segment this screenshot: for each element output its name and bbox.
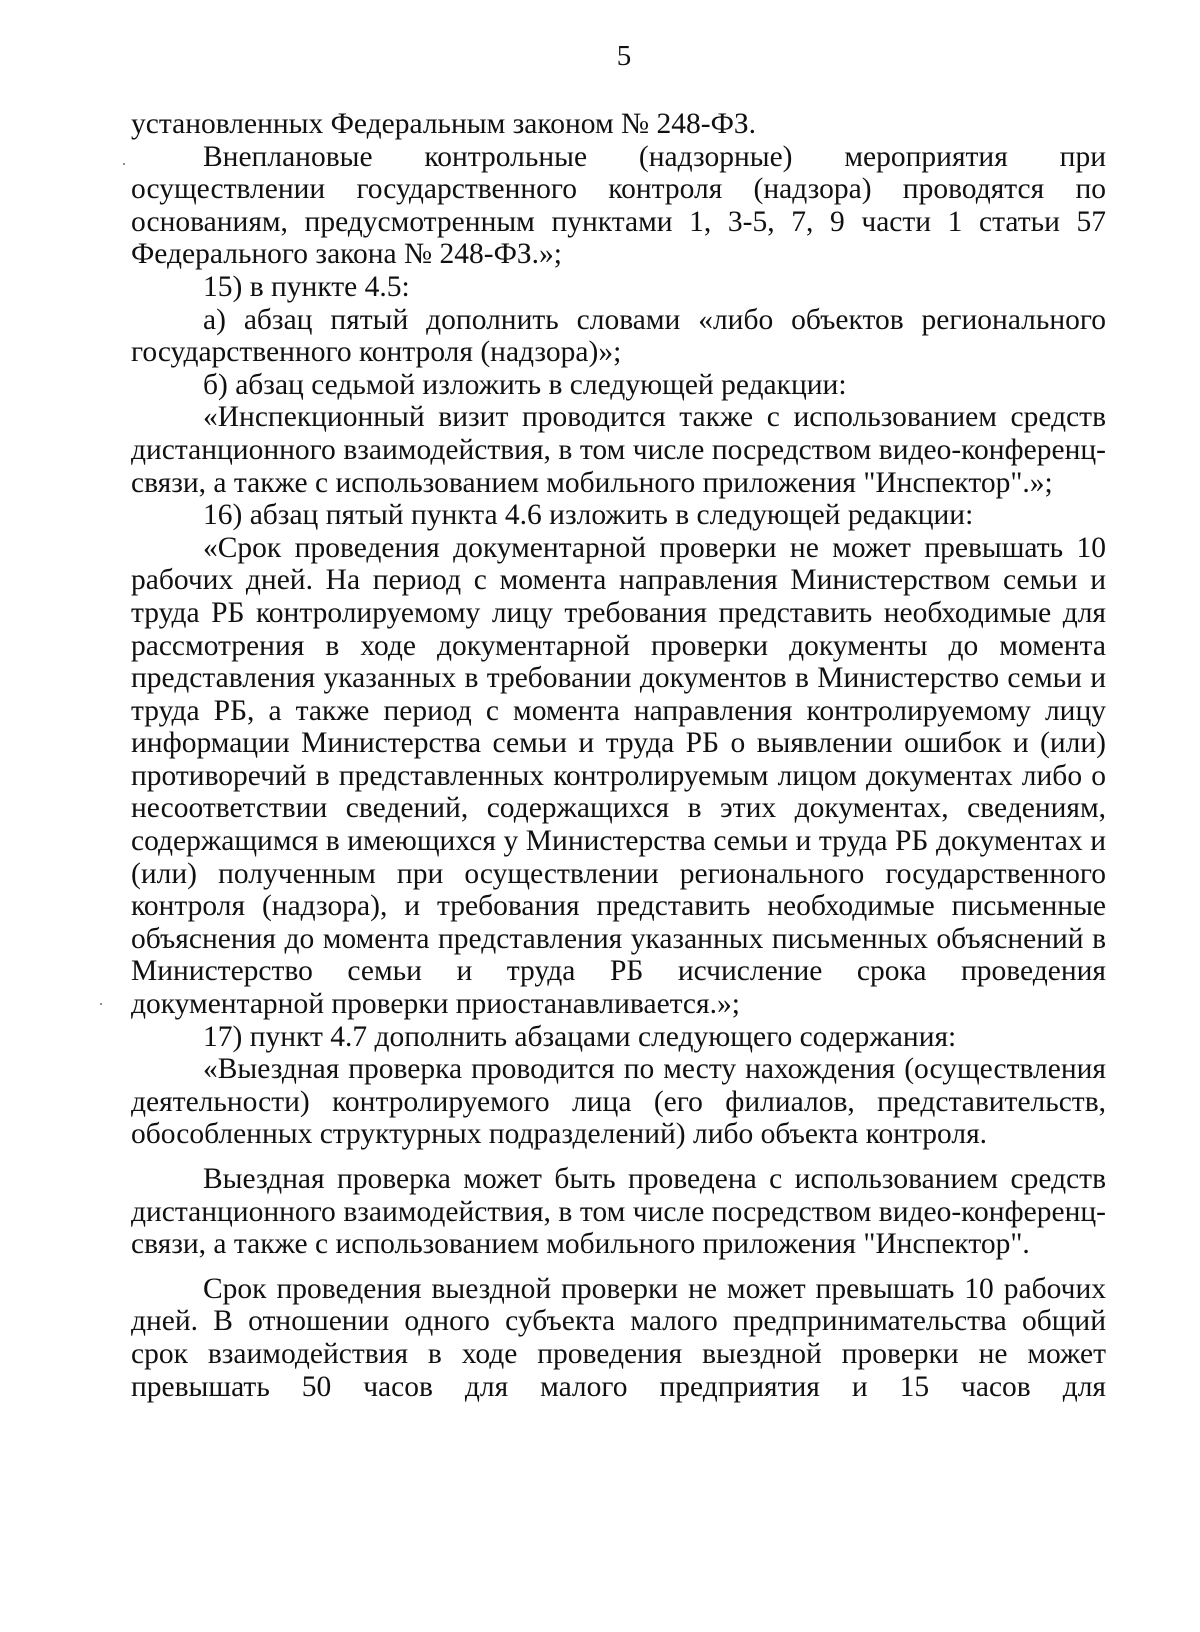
paragraph-field-check-location: «Выездная проверка проводится по месту нахождения (осуществления деятельности) контролируемого лица (его филиалов, представительств, обособленных структурных подразделений) либо объекта контроля. — [131, 1053, 1106, 1151]
page-number: 5 — [616, 40, 632, 72]
scan-speck — [100, 1003, 102, 1005]
document-body — [131, 108, 1106, 1403]
scan-speck — [123, 163, 125, 165]
paragraph-item-17: 17) пункт 4.7 дополнить абзацами следующего содержания: — [203, 1020, 957, 1053]
paragraph-item-15b: б) абзац седьмой изложить в следующей редакции: — [203, 368, 847, 401]
paragraph-documentary-check: «Срок проведения документарной проверки не может превышать 10 рабочих дней. На период с момента направления Министерством семьи и труда РБ контролируемому лицу требования представить необходимые для рассмотрения в ходе документарной проверки документы до момента представления указанных в требовании документов в Министерство семьи и труда РБ, а также период с момента направления контролируемому лицу информации Министерства семьи и труда РБ о выявлении ошибок и (или) противоречий в представленных контролируемым лицом документах либо о несоответствии сведений, содержащихся в этих документах, сведениям, содержащимся в имеющихся у Министерства семьи и труда РБ документах и (или) полученным при осуществлении регионального государственного контроля (надзора), и требования представить необходимые письменные объяснения до момента представления указанных письменных объяснений в Министерство семьи и труда РБ исчисление срока проведения документарной проверки приостанавливается.»; — [131, 531, 1106, 1021]
paragraph-item-15a: а) абзац пятый дополнить словами «либо объектов регионального государственного контроля (надзора)»; — [131, 303, 1106, 369]
paragraph-inspection-visit: «Инспекционный визит проводится также с использованием средств дистанционного взаимодействия, в том числе посредством видео-конференц-связи, а также с использованием мобильного приложения "Инспектор".»; — [131, 401, 1106, 499]
paragraph-field-check-duration: Срок проведения выездной проверки не может превышать 10 рабочих дней. В отношении одного субъекта малого предпринимательства общий срок взаимодействия в ходе проведения выездной проверки не может превышать 50 часов для малого предприятия и 15 часов для — [131, 1272, 1106, 1403]
paragraph-item-16: 16) абзац пятый пункта 4.6 изложить в следующей редакции: — [203, 499, 974, 532]
paragraph-field-check-remote: Выездная проверка может быть проведена с использованием средств дистанционного взаимодействия, в том числе посредством видео-конференц-связи, а также с использованием мобильного приложения "Инспектор". — [131, 1163, 1106, 1261]
paragraph-unscheduled-events: Внеплановые контрольные (надзорные) мероприятия при осуществлении государственного контроля (надзора) проводятся по основаниям, предусмотренным пунктами 1, 3-5, 7, 9 части 1 статьи 57 Федерального закона № 248-ФЗ.»; — [131, 140, 1106, 271]
paragraph-continuation: установленных Федеральным законом № 248-ФЗ. — [131, 108, 757, 140]
paragraph-item-15: 15) в пункте 4.5: — [203, 270, 410, 303]
